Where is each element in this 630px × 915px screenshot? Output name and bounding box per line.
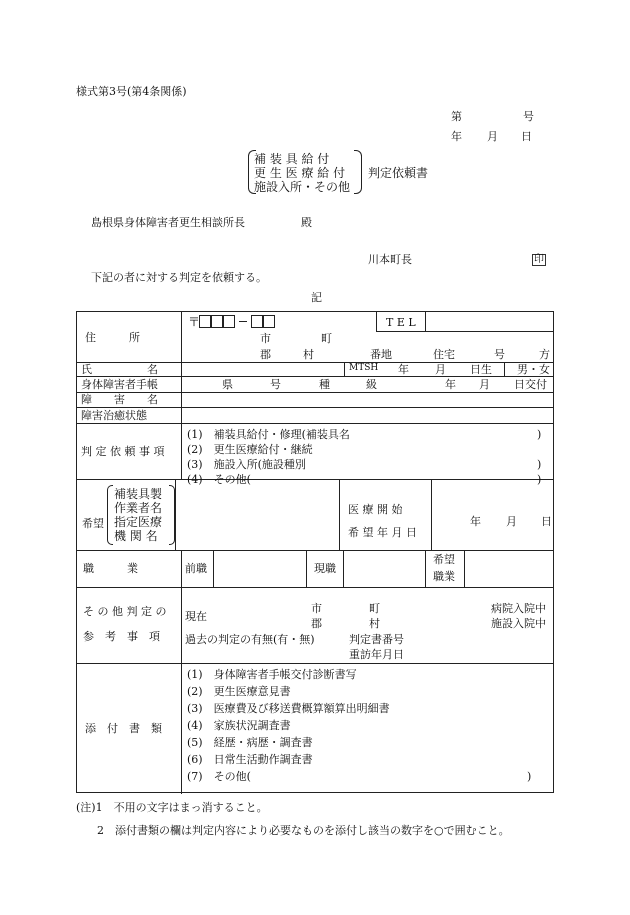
healing-input[interactable] bbox=[182, 408, 554, 422]
other-label: そ の 他 判 定 の bbox=[83, 605, 167, 618]
handbook-grade: 級 bbox=[366, 378, 377, 391]
attach-item: (1) 身体障害者手帳交付診断書写 bbox=[187, 668, 357, 681]
request-item: (1) 補装具給付・修理(補装具名 bbox=[187, 428, 350, 441]
request-item: (2) 更生医療給付・継続 bbox=[187, 443, 313, 456]
disability-label: 障 害 名 bbox=[81, 393, 158, 406]
postal-mark: 〒 bbox=[188, 315, 201, 329]
date-month: 月 bbox=[487, 130, 498, 143]
attach-item: (6) 日常生活動作調査書 bbox=[187, 753, 313, 766]
date-year: 年 bbox=[451, 130, 462, 143]
city-word: 市 bbox=[260, 332, 271, 345]
attach-item: (4) 家族状況調査書 bbox=[187, 719, 291, 732]
sender: 川本町長 bbox=[368, 253, 412, 266]
title-item: 施設入所・その他 bbox=[254, 180, 351, 194]
title-item: 更 生 医 療 給 付 bbox=[254, 166, 346, 180]
honorific: 殿 bbox=[301, 216, 312, 229]
attach-item: (7) その他( bbox=[187, 770, 251, 783]
disability-input[interactable] bbox=[182, 393, 554, 406]
kata: 方 bbox=[539, 348, 550, 361]
kibou-label: 希望 bbox=[82, 517, 104, 530]
village-word: 村 bbox=[369, 617, 380, 630]
go: 号 bbox=[494, 348, 505, 361]
banchi: 番地 bbox=[370, 348, 392, 361]
kibou-item: 機 関 名 bbox=[114, 529, 158, 543]
tel-label: T E L bbox=[386, 316, 416, 329]
hospital-option: 病院入院中 bbox=[491, 602, 546, 615]
prev-job-input[interactable] bbox=[214, 551, 305, 586]
close-paren: ) bbox=[537, 458, 542, 471]
start-day: 日 bbox=[541, 515, 552, 528]
birth-month: 月 bbox=[435, 363, 446, 376]
wish-job-label: 職業 bbox=[433, 570, 455, 583]
start-year: 年 bbox=[470, 515, 481, 528]
birth-year: 年 bbox=[398, 363, 409, 376]
kibou-item: 作業者名 bbox=[114, 501, 163, 515]
handbook-issued: 日交付 bbox=[514, 378, 547, 391]
name-input[interactable] bbox=[182, 363, 343, 375]
county-word: 郡 bbox=[311, 617, 322, 630]
other-label: 参 考 事 項 bbox=[83, 630, 160, 643]
revisit-date: 重訪年月日 bbox=[349, 648, 404, 661]
start-label: 医 療 開 始 bbox=[348, 503, 403, 516]
close-paren: ) bbox=[537, 473, 542, 486]
wish-job-label: 希望 bbox=[433, 553, 455, 566]
addressee: 島根県身体障害者更生相談所長 bbox=[91, 216, 245, 229]
facility-option: 施設入院中 bbox=[491, 617, 546, 630]
kibou-item: 補装具製 bbox=[114, 487, 163, 501]
era-options: MTSH bbox=[349, 363, 379, 373]
jutaku: 住宅 bbox=[433, 348, 455, 361]
attach-label: 添 付 書 類 bbox=[85, 722, 162, 735]
attach-item: (3) 医療費及び移送費概算額算出明細書 bbox=[187, 702, 390, 715]
request-form-table bbox=[76, 311, 554, 793]
request-label: 判 定 依 頼 事 項 bbox=[81, 445, 165, 458]
attach-item: (2) 更生医療意見書 bbox=[187, 685, 291, 698]
judge-number: 判定書番号 bbox=[349, 633, 404, 646]
ki-heading: 記 bbox=[311, 291, 322, 304]
job-label: 職 業 bbox=[83, 562, 138, 575]
close-paren: ) bbox=[537, 428, 542, 441]
handbook-label: 身体障害者手帳 bbox=[81, 378, 158, 391]
handbook-no: 号 bbox=[270, 378, 281, 391]
tel-input[interactable] bbox=[426, 312, 554, 331]
prev-job-label: 前職 bbox=[185, 562, 207, 575]
town-word: 町 bbox=[321, 332, 332, 345]
village-word: 村 bbox=[303, 348, 314, 361]
handbook-month: 月 bbox=[479, 378, 490, 391]
start-month: 月 bbox=[506, 515, 517, 528]
start-label: 希 望 年 月 日 bbox=[348, 526, 417, 539]
seal-mark: 印 bbox=[534, 254, 544, 265]
title-item: 補 装 具 給 付 bbox=[254, 152, 330, 166]
sex-options: 男・女 bbox=[517, 363, 550, 376]
kibou-item: 指定医療 bbox=[114, 515, 163, 529]
form-number: 様式第3号(第4条関係) bbox=[76, 85, 187, 98]
handbook-type: 種 bbox=[319, 378, 330, 391]
wish-job-input[interactable] bbox=[465, 551, 554, 586]
past-judgment: 過去の判定の有無(有・無) bbox=[185, 633, 315, 646]
city-word: 市 bbox=[311, 602, 322, 615]
note-2: 2 添付書類の欄は判定内容により必要なものを添付し該当の数字を○で囲むこと。 bbox=[97, 824, 510, 837]
handbook-pref: 県 bbox=[222, 378, 233, 391]
address-label: 住 所 bbox=[85, 331, 140, 344]
number-suffix: 号 bbox=[523, 110, 534, 123]
name-label: 氏 名 bbox=[81, 363, 158, 376]
close-paren: ) bbox=[527, 770, 532, 783]
intro-text: 下記の者に対する判定を依頼する。 bbox=[91, 271, 267, 284]
number-prefix: 第 bbox=[451, 110, 462, 123]
note-1: (注)1 不用の文字はまっ消すること。 bbox=[76, 801, 268, 814]
request-item: (4) その他( bbox=[187, 473, 251, 486]
handbook-year: 年 bbox=[445, 378, 456, 391]
date-day: 日 bbox=[521, 130, 532, 143]
genzai: 現在 bbox=[185, 610, 207, 623]
birth-day: 日生 bbox=[470, 363, 492, 376]
attach-item: (5) 経歴・病歴・調査書 bbox=[187, 736, 313, 749]
cur-job-input[interactable] bbox=[344, 551, 424, 586]
request-item: (3) 施設入所(施設種別 bbox=[187, 458, 306, 471]
county-word: 郡 bbox=[260, 348, 271, 361]
healing-label: 障害治癒状態 bbox=[81, 409, 147, 422]
cur-job-label: 現職 bbox=[314, 562, 336, 575]
kibou-input[interactable] bbox=[176, 480, 338, 549]
title-suffix: 判定依頼書 bbox=[368, 166, 429, 180]
town-word: 町 bbox=[369, 602, 380, 615]
